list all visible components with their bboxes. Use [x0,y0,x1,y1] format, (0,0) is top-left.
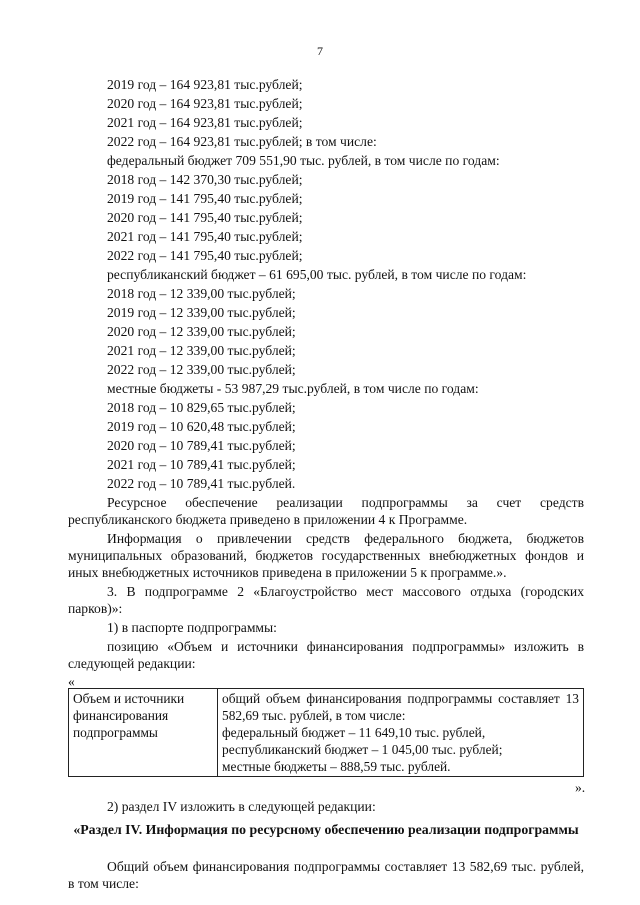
list-item: 2020 год – 141 795,40 тыс.рублей; [107,210,303,225]
item-section: 2) раздел IV изложить в следующей редакции: [107,799,376,814]
table-row [69,689,584,777]
table-line: общий объем финансирования подпрограммы составляет 13 582,69 тыс. рублей, в том числе: [222,691,579,723]
paragraph-resource: Ресурсное обеспечение реализации подпрограммы за счет средств республиканского бюджета приведено в приложении 4 к Программе. [68,495,584,527]
list-item: 2020 год – 164 923,81 тыс.рублей; [107,96,303,111]
list-item: 2022 год – 10 789,41 тыс.рублей. [107,476,296,491]
paragraph-position: позицию «Объем и источники финансирования подпрограммы» изложить в следующей редакции: [68,639,584,671]
quote-open: « [68,674,75,689]
list-item: федеральный бюджет 709 551,90 тыс. рублей, в том числе по годам: [107,153,500,168]
list-item: 2022 год – 12 339,00 тыс.рублей; [107,362,296,377]
list-item: 2021 год – 10 789,41 тыс.рублей; [107,457,296,472]
table-cell-value [218,689,584,777]
table-line: республиканский бюджет – 1 045,00 тыс. рублей; [222,742,503,757]
page-number: 7 [317,44,323,58]
list-item: республиканский бюджет – 61 695,00 тыс. рублей, в том числе по годам: [107,267,527,282]
paragraph-item-3: 3. В подпрограмме 2 «Благоустройство мест массового отдыха (городских парков)»: [68,584,584,616]
passport-table [68,688,584,777]
list-item: 2020 год – 12 339,00 тыс.рублей; [107,324,296,339]
list-item: 2019 год – 12 339,00 тыс.рублей; [107,305,296,320]
list-item: 2020 год – 10 789,41 тыс.рублей; [107,438,296,453]
paragraph-total: Общий объем финансирования подпрограммы составляет 13 582,69 тыс. рублей, в том числе: [68,859,584,891]
list-item: 2018 год – 12 339,00 тыс.рублей; [107,286,296,301]
table-cell-label: Объем и источники финансирования подпрограммы [69,689,218,777]
paragraph-info: Информация о привлечении средств федерального бюджета, бюджетов муниципальных образований, бюджетов государственных внебюджетных фондов и иных внебюджетных источников приведена в приложении 5 к программе.». [68,531,584,580]
item-passport: 1) в паспорте подпрограммы: [107,620,277,635]
list-item: 2022 год – 141 795,40 тыс.рублей; [107,248,303,263]
list-item: 2018 год – 142 370,30 тыс.рублей; [107,172,303,187]
list-item: 2018 год – 10 829,65 тыс.рублей; [107,400,296,415]
table-line: местные бюджеты – 888,59 тыс. рублей. [222,759,451,774]
list-item: 2019 год – 164 923,81 тыс.рублей; [107,77,303,92]
quote-close: ». [575,780,586,795]
section-heading: «Раздел IV. Информация по ресурсному обеспечению реализации подпрограммы [73,822,579,837]
list-item: 2021 год – 141 795,40 тыс.рублей; [107,229,303,244]
table-line: федеральный бюджет – 11 649,10 тыс. рублей, [222,725,486,740]
list-item: 2019 год – 141 795,40 тыс.рублей; [107,191,303,206]
list-item: 2021 год – 164 923,81 тыс.рублей; [107,115,303,130]
list-item: 2021 год – 12 339,00 тыс.рублей; [107,343,296,358]
list-item: 2019 год – 10 620,48 тыс.рублей; [107,419,296,434]
list-item: местные бюджеты - 53 987,29 тыс.рублей, в том числе по годам: [107,381,479,396]
list-item: 2022 год – 164 923,81 тыс.рублей; в том числе: [107,134,377,149]
